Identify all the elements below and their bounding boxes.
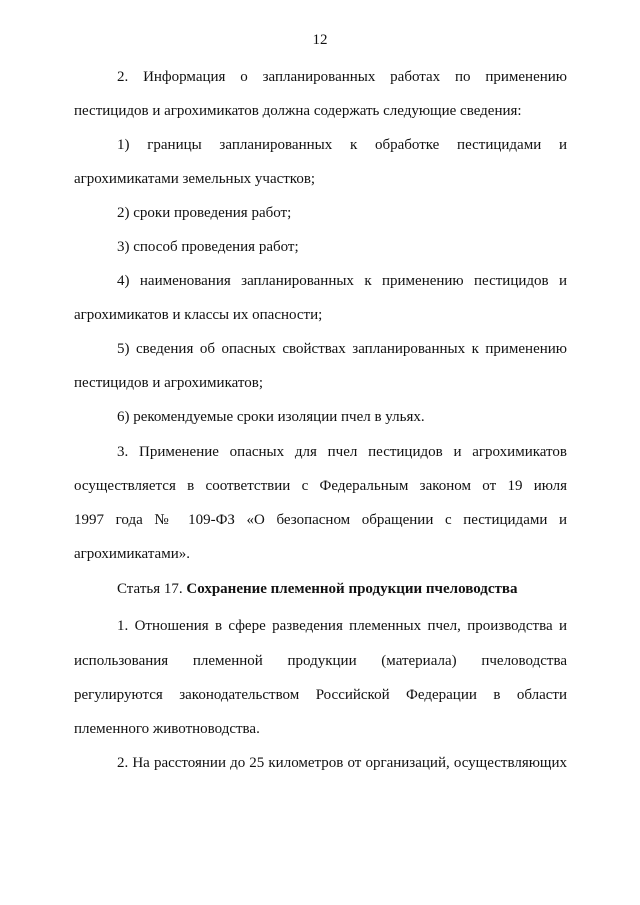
paragraph-line: регулируются законодательством Российской Федерации в области [74,687,567,703]
paragraph-line: 3. Применение опасных для пчел пестицидов и агрохимикатов [117,444,567,460]
list-item-line: 1) границы запланированных к обработке пестицидами и [117,137,567,153]
paragraph-line: 2. Информация о запланированных работах по применению [117,69,567,85]
list-item-line: 4) наименования запланированных к применению пестицидов и [117,273,567,289]
paragraph-line: 1997 года № 109-ФЗ «О безопасном обращении с пестицидами и [74,512,567,528]
list-item-line: 3) способ проведения работ; [117,239,299,255]
paragraph-line: пестицидов и агрохимикатов должна содержать следующие сведения: [74,103,522,119]
page-number: 12 [312,32,328,48]
article-prefix: Статья 17. [117,581,183,597]
paragraph-line: осуществляется в соответствии с Федеральным законом от 19 июля [74,478,567,494]
paragraph-line: использования племенной продукции (материала) пчеловодства [74,653,567,669]
paragraph-line: 2. На расстоянии до 25 километров от организаций, осуществляющих [117,755,567,771]
paragraph-line: 1. Отношения в сфере разведения племенных пчел, производства и [117,618,567,634]
paragraph-line: племенного животноводства. [74,721,260,737]
list-item-line: агрохимикатов и классы их опасности; [74,307,323,323]
list-item-line: 2) сроки проведения работ; [117,205,292,221]
list-item-line: агрохимикатами земельных участков; [74,171,316,187]
paragraph-line: агрохимикатами». [74,546,190,562]
list-item-line: 5) сведения об опасных свойствах запланированных к применению [117,341,567,357]
article-heading [117,580,517,598]
list-item-line: 6) рекомендуемые сроки изоляции пчел в ульях. [117,409,425,425]
list-item-line: пестицидов и агрохимикатов; [74,375,264,391]
article-title: Сохранение племенной продукции пчеловодства [186,581,518,597]
